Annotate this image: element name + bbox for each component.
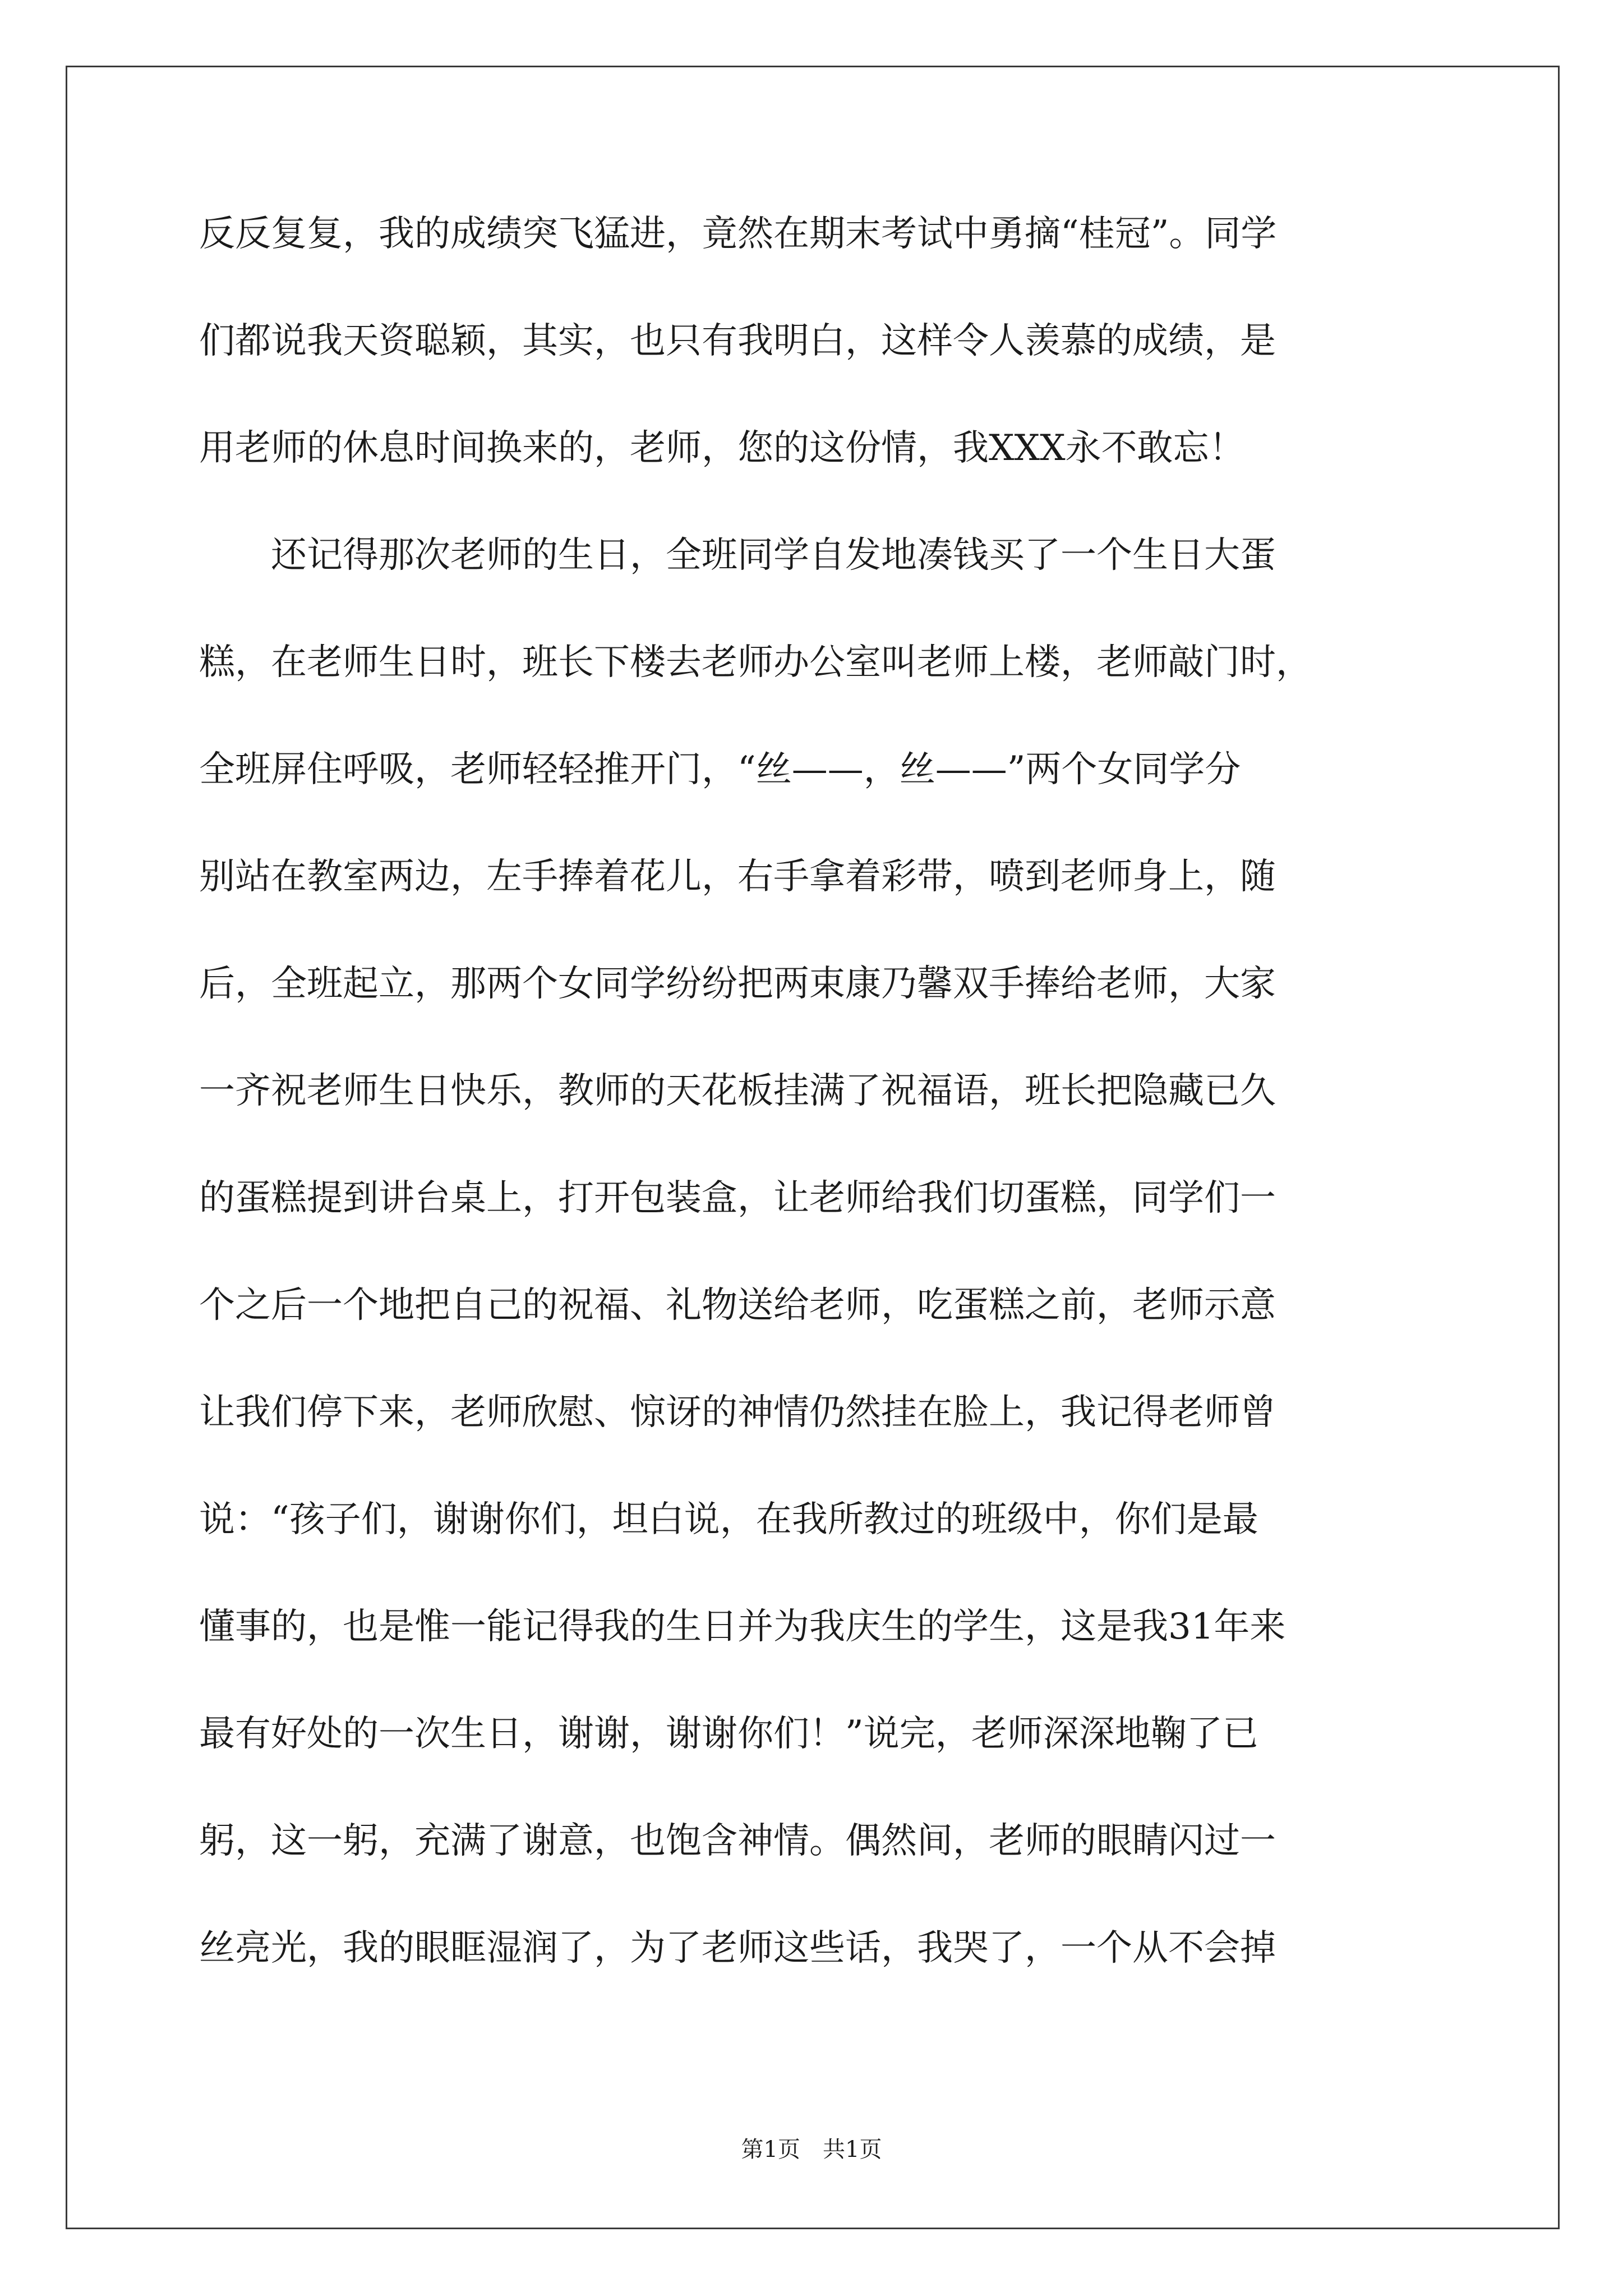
page-border bbox=[66, 66, 1560, 2229]
page-number: 第1页 bbox=[741, 2137, 800, 2162]
text-line: 说：“孩子们，谢谢你们，坦白说，在我所教过的班级中，你们是最 bbox=[199, 1499, 1258, 1540]
text-line: 还记得那次老师的生日，全班同学自发地凑钱买了一个生日大蛋 bbox=[199, 535, 1276, 576]
text-line: 的蛋糕提到讲台桌上，打开包装盒，让老师给我们切蛋糕，同学们一 bbox=[199, 1177, 1276, 1219]
text-line: 让我们停下来，老师欣慰、惊讶的神情仍然挂在脸上，我记得老师曾 bbox=[199, 1392, 1276, 1433]
text-line: 一齐祝老师生日快乐，教师的天花板挂满了祝福语，班长把隐藏已久 bbox=[199, 1070, 1276, 1112]
text-line: 反反复复，我的成绩突飞猛进，竟然在期末考试中勇摘“桂冠”。同学 bbox=[199, 213, 1277, 255]
text-line: 躬，这一躬，充满了谢意，也饱含神情。偶然间，老师的眼睛闪过一 bbox=[199, 1820, 1276, 1862]
text-line: 懂事的，也是惟一能记得我的生日并为我庆生的学生，这是我31年来 bbox=[199, 1606, 1286, 1648]
text-line: 丝亮光，我的眼眶湿润了，为了老师这些话，我哭了，一个从不会掉 bbox=[199, 1927, 1276, 1969]
text-line: 最有好处的一次生日，谢谢，谢谢你们！”说完，老师深深地鞠了已 bbox=[199, 1713, 1258, 1755]
text-line: 用老师的休息时间换来的，老师，您的这份情，我XXX永不敢忘！ bbox=[199, 427, 1245, 469]
text-line: 个之后一个地把自己的祝福、礼物送给老师，吃蛋糕之前，老师示意 bbox=[199, 1285, 1276, 1326]
text-line: 后，全班起立，那两个女同学纷纷把两束康乃馨双手捧给老师，大家 bbox=[199, 963, 1276, 1005]
page-footer bbox=[0, 2132, 1623, 2164]
text-line: 糕，在老师生日时，班长下楼去老师办公室叫老师上楼，老师敲门时， bbox=[199, 642, 1312, 683]
text-line: 别站在教室两边，左手捧着花儿，右手拿着彩带，喷到老师身上，随 bbox=[199, 856, 1276, 898]
text-line: 全班屏住呼吸，老师轻轻推开门，“丝——，丝——”两个女同学分 bbox=[199, 749, 1241, 790]
page-total: 共1页 bbox=[823, 2137, 882, 2162]
text-line: 们都说我天资聪颖，其实，也只有我明白，这样令人羡慕的成绩，是 bbox=[199, 320, 1276, 362]
